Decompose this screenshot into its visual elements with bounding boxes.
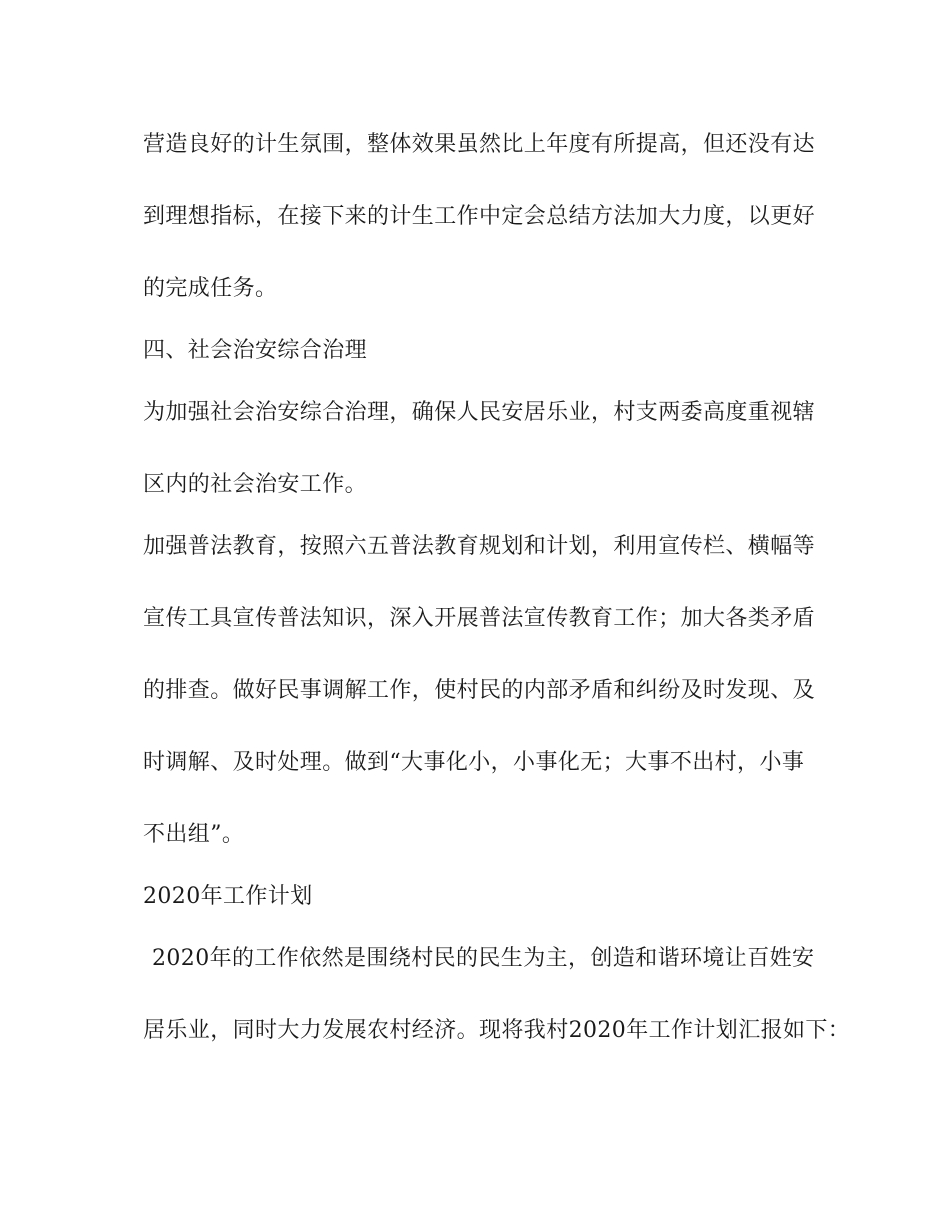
paragraph-3-line-5: 不出组”。: [143, 822, 245, 847]
paragraph-3-line-4: 时调解、及时处理。做到“大事化小，小事化无；大事不出村，小事: [143, 750, 805, 775]
paragraph-3-line-3: 的排查。做好民事调解工作，使村民的内部矛盾和纠纷及时发现、及: [143, 678, 816, 703]
section-heading-public-security: 四、社会治安综合治理: [143, 338, 368, 363]
paragraph-4-line-2: 居乐业，同时大力发展农村经济。现将我村2020年工作计划汇报如下：: [143, 1018, 851, 1043]
paragraph-1-line-3: 的完成任务。: [143, 276, 278, 301]
paragraph-4-line-1: 2020年的工作依然是围绕村民的民生为主，创造和谐环境让百姓安: [152, 946, 815, 971]
paragraph-3-line-2: 宣传工具宣传普法知识，深入开展普法宣传教育工作；加大各类矛盾: [143, 606, 816, 631]
paragraph-1-line-2: 到理想指标，在接下来的计生工作中定会总结方法加大力度，以更好: [143, 204, 816, 229]
paragraph-2-line-2: 区内的社会治安工作。: [143, 472, 368, 497]
paragraph-2-line-1: 为加强社会治安综合治理，确保人民安居乐业，村支两委高度重视辖: [143, 400, 816, 425]
paragraph-1-line-1: 营造良好的计生氛围，整体效果虽然比上年度有所提高，但还没有达: [143, 132, 816, 157]
section-heading-work-plan: 2020年工作计划: [143, 884, 313, 909]
paragraph-3-line-1: 加强普法教育，按照六五普法教育规划和计划，利用宣传栏、横幅等: [143, 534, 816, 559]
